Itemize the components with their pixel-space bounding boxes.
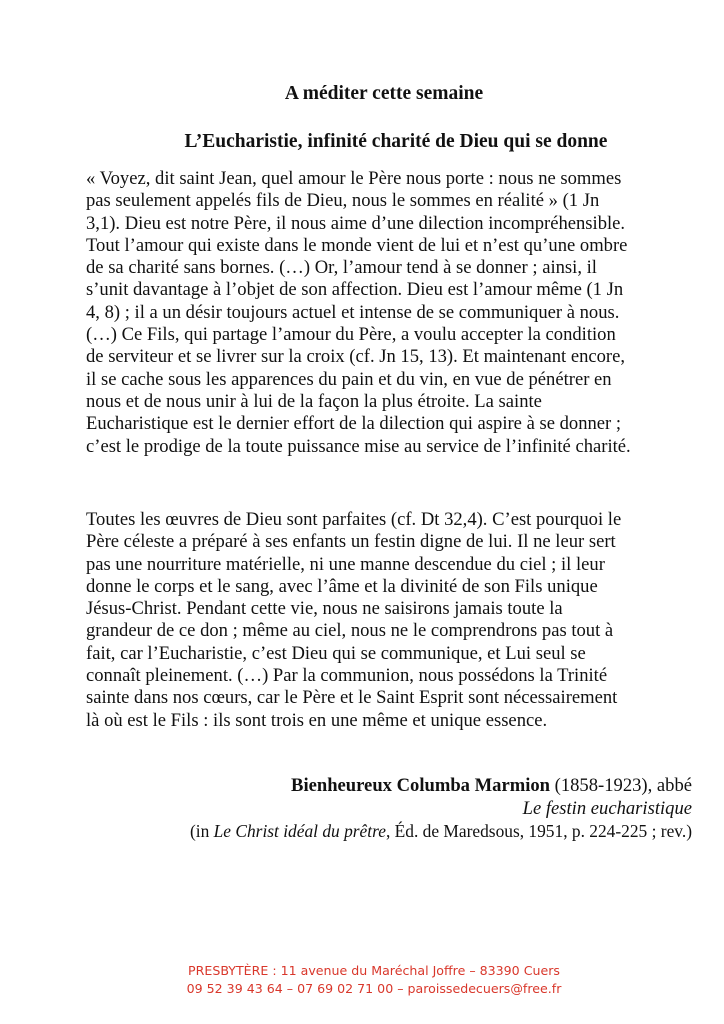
text-line: c’est le prodige de la toute puissance mise au service de l’infinité charité. [86,435,631,457]
text-line: Père céleste a préparé à ses enfants un festin digne de lui. Il ne leur sert [86,531,616,553]
text-line: s’unit davantage à l’objet de son affection. Dieu est l’amour même (1 Jn [86,279,624,301]
text-line: pas seulement appelés fils de Dieu, nous le sommes en réalité » (1 Jn [86,190,600,212]
meditation-title: L’Eucharistie, infinité charité de Dieu qui se donne [184,131,608,152]
text-line: Jésus-Christ. Pendant cette vie, nous ne saisirons jamais toute la [86,598,563,620]
text-line: pas une nourriture matérielle, ni une manne descendue du ciel ; il leur [86,553,605,575]
text-line: « Voyez, dit saint Jean, quel amour le Père nous porte : nous ne sommes [86,168,622,189]
source-prefix: (in [189,821,214,841]
text-line: (…) Ce Fils, qui partage l’amour du Père, a voulu accepter la condition [86,324,616,346]
footer-contact: 09 52 39 43 64 – 07 69 02 71 00 – paroissedecuers@free.fr [186,981,562,996]
section-title: A méditer cette semaine [284,83,484,104]
text-line: de serviteur et se livrer sur la croix (cf. Jn 15, 13). Et maintenant encore, [86,346,626,368]
paragraph-1 [86,168,692,458]
text-line: grandeur de ce don ; même au ciel, nous ne le comprendrons pas tout à [86,620,614,642]
source-title: Le Christ idéal du prêtre [213,821,386,841]
text-line: connaît pleinement. (…) Par la communion, nous possédons la Trinité [86,665,608,687]
author-line [291,775,692,797]
text-line: Toutes les œuvres de Dieu sont parfaites (cf. Dt 32,4). C’est pourquoi le [86,509,622,530]
author-dates: (1858-1923), abbé [550,775,692,796]
paragraph-2 [86,509,692,732]
text-line: 3,1). Dieu est notre Père, il nous aime d’une dilection incompréhensible. [86,212,626,234]
text-line: sainte dans nos cœurs, car le Père et le Saint Esprit sont nécessairement [86,687,618,709]
author-name: Bienheureux Columba Marmion [291,775,550,796]
text-line: Tout l’amour qui existe dans le monde vient de lui et n’est qu’une ombre [86,234,628,256]
text-line: fait, car l’Eucharistie, c’est Dieu qui se communique, et Lui seul se [86,642,586,664]
source-citation [190,820,692,842]
text-line: là où est le Fils : ils sont trois en une même et unique essence. [86,709,548,731]
text-line: 4, 8) ; il a un désir toujours actuel et intense de se communiquer à nous. [86,301,620,323]
footer-address: PRESBYTÈRE : 11 avenue du Maréchal Joffre – 83390 Cuers [188,963,560,978]
text-line: Eucharistique est le dernier effort de la dilection qui aspire à se donner ; [86,413,622,435]
text-line: nous et de nous unir à lui de la façon la plus étroite. La sainte [86,390,542,412]
text-line: donne le corps et le sang, avec l’âme et la divinité de son Fils unique [86,575,598,597]
text-line: de sa charité sans bornes. (…) Or, l’amour tend à se donner ; ainsi, il [86,257,597,279]
text-line: il se cache sous les apparences du pain et du vin, en vue de pénétrer en [86,368,612,390]
source-suffix: , Éd. de Maredsous, 1951, p. 224-225 ; rev.) [385,821,692,841]
work-title: Le festin eucharistique [522,798,692,819]
